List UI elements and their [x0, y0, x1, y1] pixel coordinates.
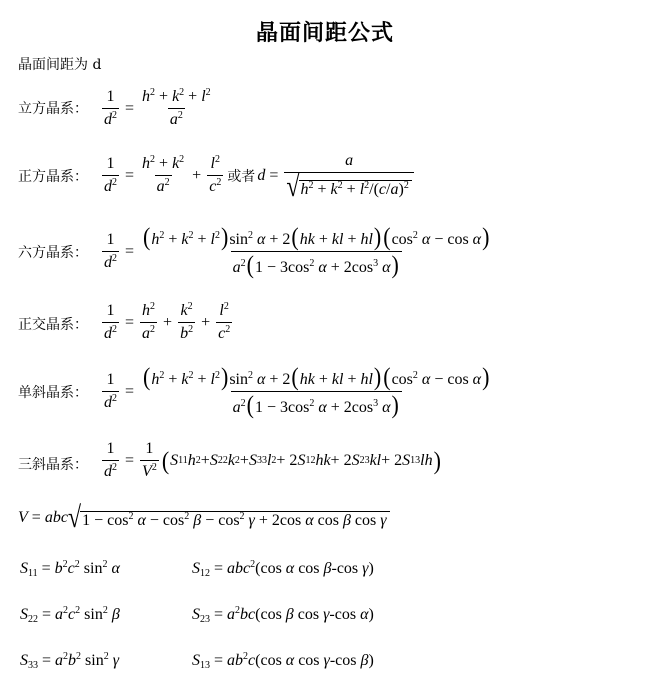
tetragonal-label: 正方晶系： — [18, 169, 88, 185]
s12-formula: $S_{12} = abc^2(\cos$ α cos β-cos γ) — [192, 559, 374, 579]
tetragonal-formula: $\frac{1}{d^2}$ = $\frac{h^2 + k^2}{a^2}$ + $\frac{l^2}{c^2}$ 或者 d = a √ $h^2 + k^2 + l^2/(c/a)^2$ — [100, 152, 416, 199]
orthorhombic-formula: $\frac{1}{d^2}$ = $\frac{h^2}{a^2}$ + $\frac{k^2}{b^2}$ + $\frac{l^2}{c^2}$ — [104, 301, 231, 342]
monoclinic-formula: $\frac{1}{d^2}$ = $\frac{(h^2 + k^2 + l^2)\sin^2 \alpha + 2(hk + kl + hl)(\cos^2 \alpha - \cos \alpha)}{a^2(1 - 3\cos^2 \alpha + 2\cos^3 \alpha)}$ — [104, 362, 490, 419]
s13-formula: $S_{13} = ab^2c(\cos$ α cos γ-cos β) — [192, 651, 374, 671]
volume-formula: V = abc √ $1 - \cos^2 \alpha - \cos^2 \beta - \cos^2 \gamma + 2\cos$ α cos β cos γ — [18, 506, 390, 530]
intro-text: 晶面间距为 d — [18, 57, 102, 73]
s23-formula: $S_{23} = a^2bc(\cos$ β cos γ-cos α) — [192, 605, 374, 625]
s11-formula: $S_{11} = b^2c^2$ $\sin^2 \alpha$ — [20, 559, 120, 579]
monoclinic-label: 单斜晶系： — [18, 385, 88, 401]
triclinic-formula: $\frac{1}{d^2}$ = $\frac{1}{V^2}$ ( S 11 h 2 + S 22 k 2 + S 33 l 2 + 2 S 12 hk + 2 S 23 kl + 2 S 13 lh ) — [104, 440, 441, 480]
s22-formula: $S_{22} = a^2c^2$ $\sin^2 \beta$ — [20, 605, 120, 625]
cubic-label: 立方晶系： — [18, 101, 88, 117]
orthorhombic-label: 正交晶系： — [18, 317, 88, 333]
cubic-formula: $\frac{1}{d^2}$ = $\frac{h^2 + k^2 + l^2}{a^2}$ — [104, 87, 211, 128]
s33-formula: $S_{33} = a^2b^2$ $\sin^2 \gamma$ — [20, 651, 120, 671]
hexagonal-label: 六方晶系： — [18, 245, 88, 261]
triclinic-label: 三斜晶系： — [18, 457, 88, 473]
page-title: 晶面间距公式 — [255, 21, 394, 46]
hexagonal-formula: $\frac{1}{d^2}$ = $\frac{(h^2 + k^2 + l^2)\sin^2 \alpha + 2(hk + kl + hl)(\cos^2 \alpha - \cos \alpha)}{a^2(1 - 3\cos^2 \alpha + 2\cos^3 \alpha)}$ — [104, 222, 490, 279]
or-word: 或者 — [227, 168, 256, 185]
